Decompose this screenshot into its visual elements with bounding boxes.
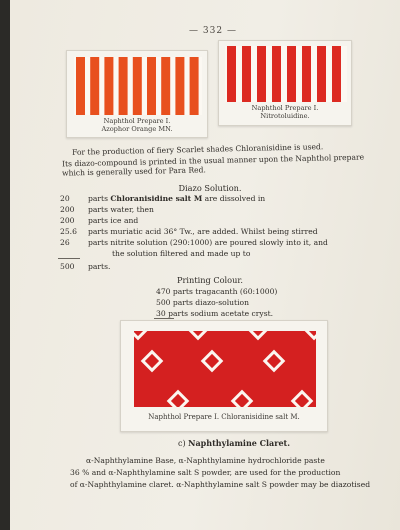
stripe [175, 57, 184, 115]
diazo-text: parts muriatic acid 36° Tw., are added. Whilst being stirred [88, 227, 318, 236]
diazo-text: parts Chloranisidine salt M are dissolved in [88, 194, 266, 203]
stripe [317, 46, 326, 102]
section-marker: c) [178, 439, 186, 448]
stripe [257, 46, 266, 102]
sum-rule [58, 258, 80, 259]
stripe [119, 57, 128, 115]
swatch-caption-line1: Naphthol Prepare I. [103, 117, 171, 125]
stripe [332, 46, 341, 102]
section-heading [178, 438, 290, 449]
intro-line-2: Its diazo-compound is printed in the usual manner upon the Naphthol prepare [61, 152, 365, 169]
stripe [147, 57, 156, 115]
diamond-motif [263, 350, 286, 373]
body-line-3: of α-Naphthylamine claret. α-Naphthylamine salt S powder may be diazotised [70, 480, 371, 489]
swatch-caption-line1: Naphthol Prepare I. [251, 104, 319, 112]
diazo-qty: 20 [60, 194, 70, 203]
body-line-2: 36 % and α-Naphthylamine salt S powder, are used for the production [70, 468, 341, 477]
stripe [272, 46, 281, 102]
printing-line: 500 parts diazo-solution [156, 298, 249, 307]
intro-line-3: which is generally used for Para Red. [61, 165, 207, 178]
diamond-pattern [134, 331, 316, 407]
diazo-text: parts nitrite solution (290:1000) are poured slowly into it, and [88, 238, 328, 247]
diamond-motif [231, 390, 254, 407]
printing-colour-heading: Printing Colour. [177, 275, 243, 285]
page-number: — 332 — [189, 26, 237, 36]
diazo-text: parts water, then [88, 205, 154, 214]
diamond-motif [134, 331, 149, 340]
diazo-text: parts ice and [88, 216, 139, 225]
stripe [242, 46, 251, 102]
diamond-motif [187, 331, 210, 340]
diamond-motif [141, 350, 164, 373]
sum-rule [154, 318, 174, 319]
diazo-solution-heading: Diazo Solution. [178, 183, 242, 193]
diamond-motif [303, 331, 316, 340]
swatch-caption-line2: Azophor Orange MN. [101, 125, 173, 133]
swatch-caption-line2: Nitrotoluidine. [260, 112, 310, 120]
intro-line-1: For the production of fiery Scarlet shades Chloranisidine is used. [71, 142, 324, 157]
diamond-motif [247, 331, 270, 340]
diamond-motif [291, 390, 314, 407]
stripe-pattern-red [225, 46, 347, 102]
diamond-motif [167, 390, 190, 407]
swatch-card-azophor-orange [66, 50, 208, 138]
diazo-text: parts. [88, 262, 111, 271]
swatch-card-nitrotoluidine [218, 40, 352, 126]
swatch-caption: Naphthol Prepare I. Chloranisidine salt M. [148, 413, 300, 421]
stripe [133, 57, 142, 115]
diazo-qty: 500 [60, 262, 75, 271]
diazo-text: the solution filtered and made up to [112, 249, 251, 258]
diazo-qty: 26 [60, 238, 70, 247]
diazo-qty: 200 [60, 216, 75, 225]
book-page [10, 0, 400, 530]
body-line-1: α-Naphthylamine Base, α-Naphthylamine hydrochloride paste [86, 456, 325, 465]
stripe [161, 57, 170, 115]
stripe [302, 46, 311, 102]
diazo-qty: 25.6 [60, 227, 77, 236]
diazo-qty: 200 [60, 205, 75, 214]
printing-line: 30 parts sodium acetate cryst. [156, 309, 274, 318]
stripe [227, 46, 236, 102]
stripe [287, 46, 296, 102]
swatch-card-chloranisidine [120, 320, 328, 432]
section-title: Naphthylamine Claret. [188, 438, 291, 448]
stripe [90, 57, 99, 115]
stripe [190, 57, 199, 115]
printing-line: 470 parts tragacanth (60:1000) [156, 287, 278, 296]
diamond-motif [201, 350, 224, 373]
stripe [76, 57, 85, 115]
stripe-pattern-orange [74, 57, 202, 115]
stripe [104, 57, 113, 115]
